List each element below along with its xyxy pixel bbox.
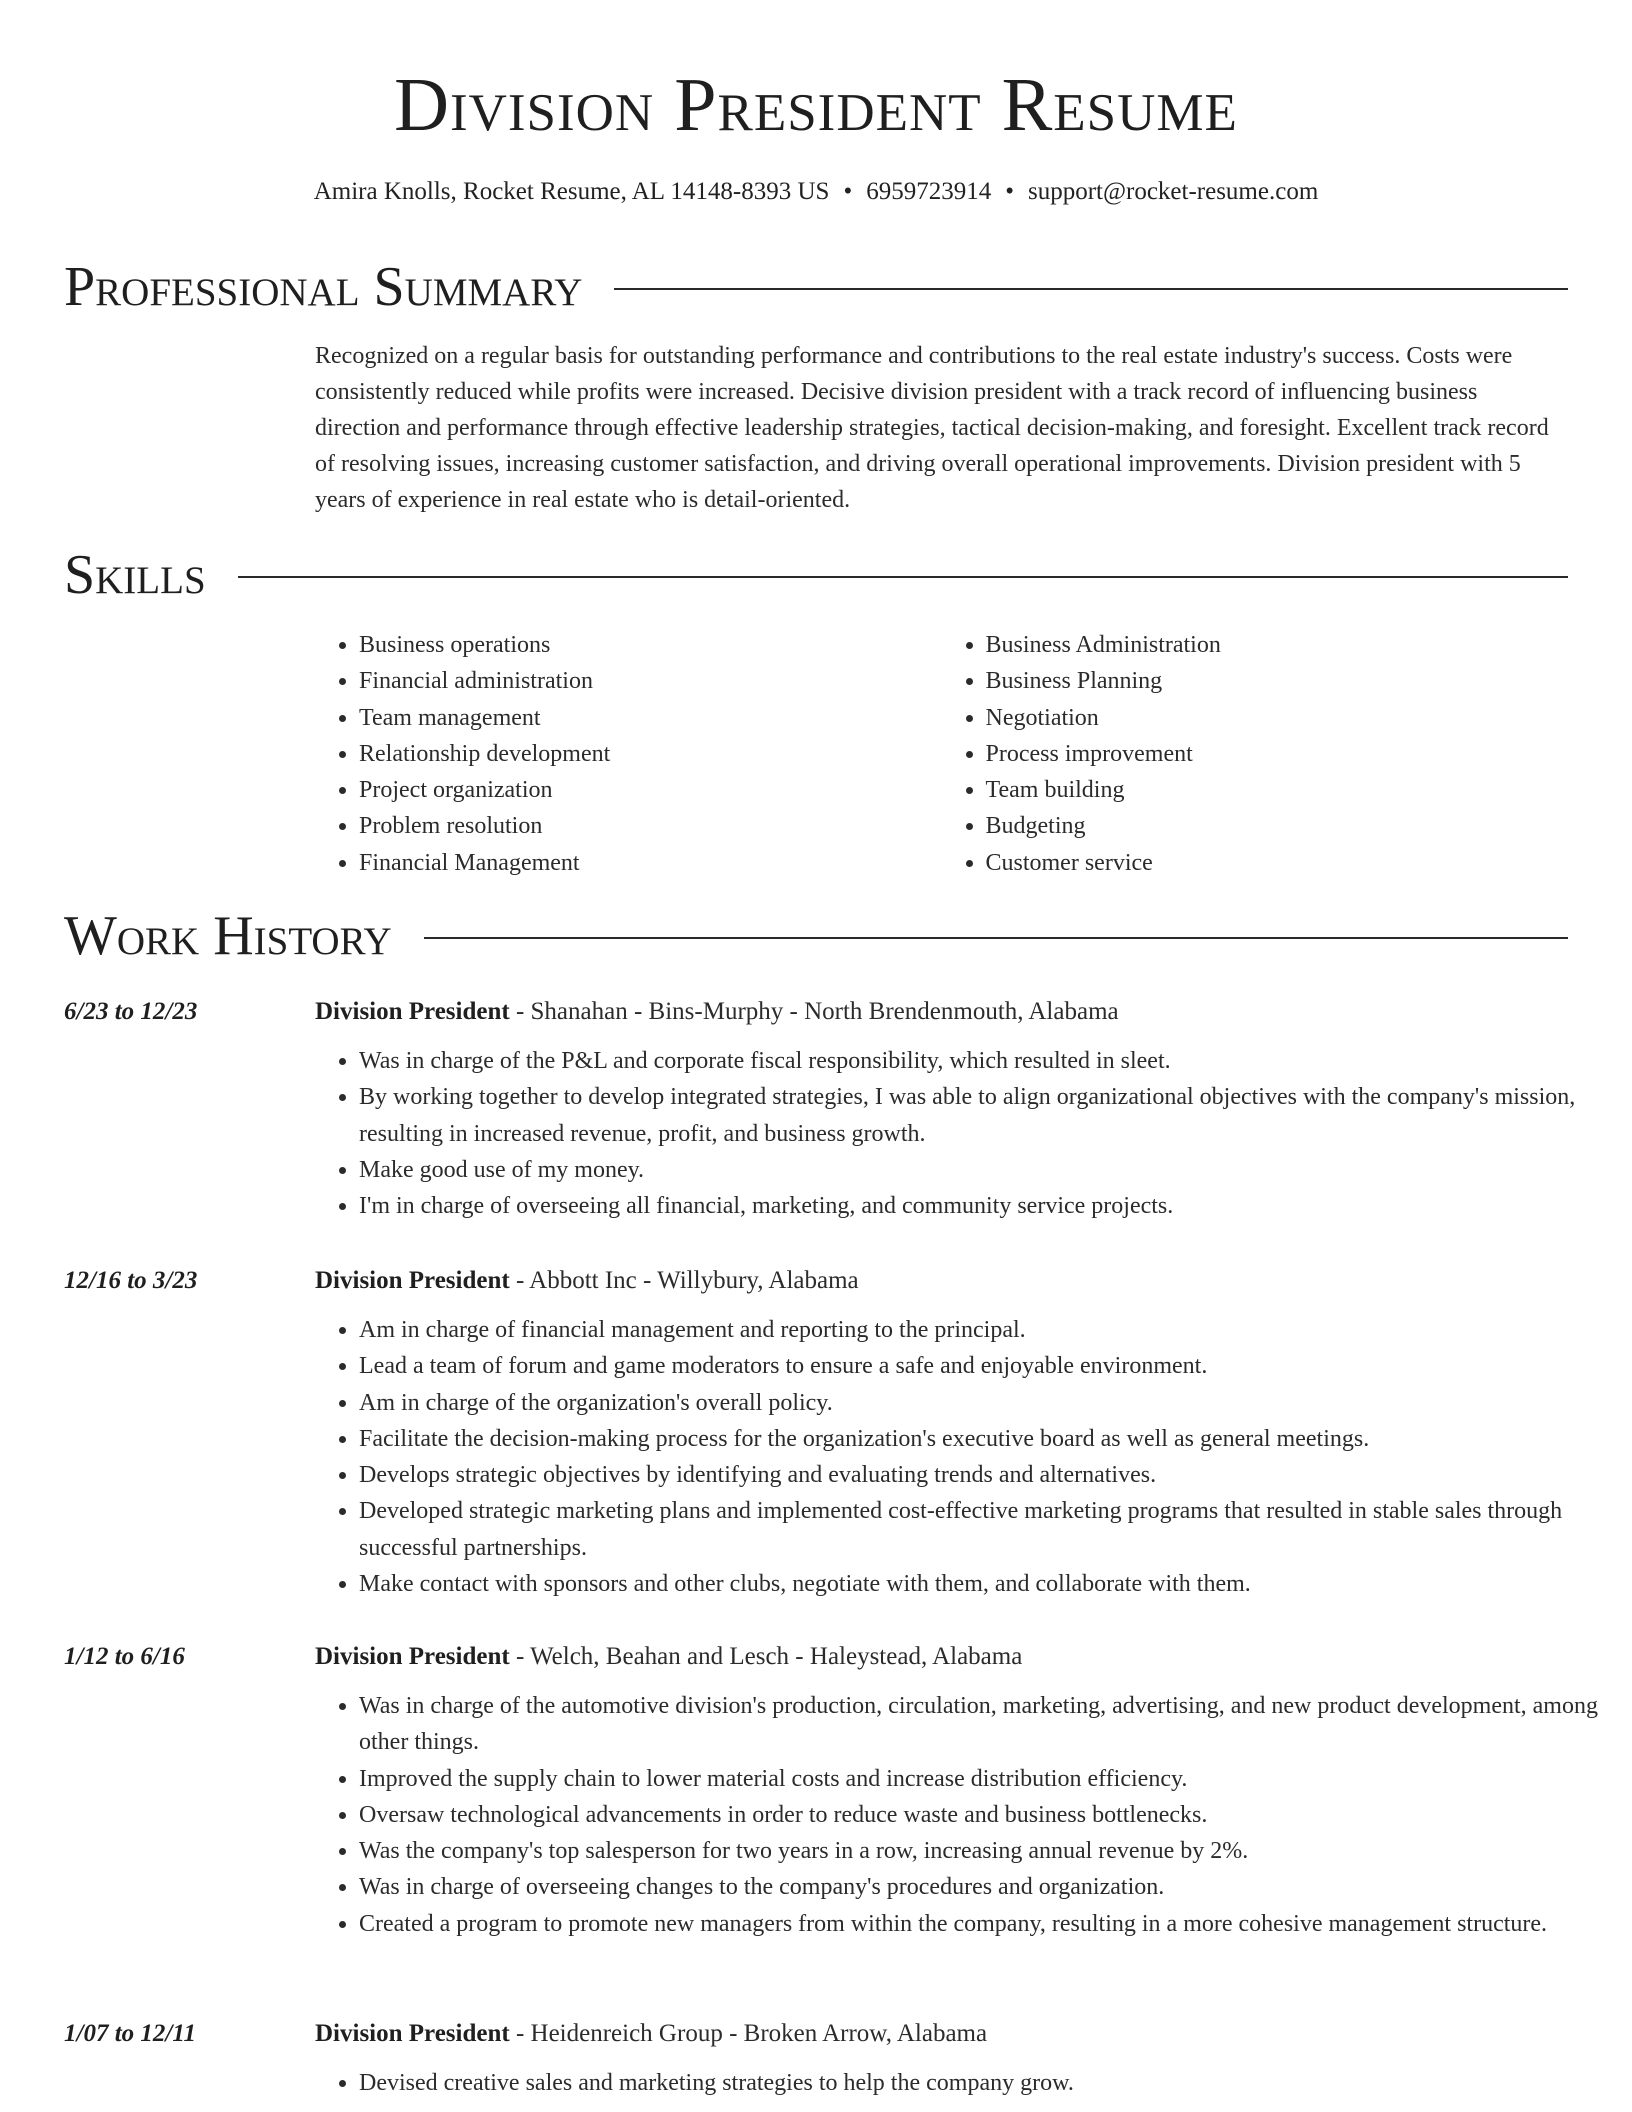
- skill-item: • Process improvement: [986, 736, 1569, 772]
- contact-phone: 6959723914: [866, 178, 992, 205]
- job-details: - Shanahan - Bins-Murphy - North Brendenmouth, Alabama: [509, 998, 1119, 1025]
- job-bullet: • Make good use of my money.: [359, 1152, 1612, 1188]
- job-bullets: [315, 1043, 1612, 1224]
- job-details: - Abbott Inc - Willybury, Alabama: [509, 1267, 859, 1294]
- job-bullet: • Was the company's top salesperson for two years in a row, increasing annual revenue by 2%.: [359, 1833, 1612, 1869]
- job-bullet: • I'm in charge of overseeing all financial, marketing, and community service projects.: [359, 1188, 1612, 1224]
- job-title: Division President: [315, 998, 510, 1025]
- skill-item: • Customer service: [986, 845, 1569, 881]
- job-dates: 1/07 to 12/11: [64, 2020, 196, 2047]
- skill-item: • Business operations: [359, 627, 942, 663]
- job-bullet: • Was in charge of the automotive division's production, circulation, marketing, advertising, and new product development, among other things.: [359, 1688, 1612, 1761]
- work-section-header: [64, 905, 1568, 967]
- job-bullet: • Am in charge of financial management and reporting to the principal.: [359, 1312, 1612, 1348]
- job-bullet: • Created a program to promote new managers from within the company, resulting in a more cohesive management structure.: [359, 1906, 1612, 1942]
- job-bullets: [315, 1688, 1612, 1942]
- job-bullet: • By working together to develop integrated strategies, I was able to align organizational objectives with the company's mission, resulting in increased revenue, profit, and business growth.: [359, 1079, 1612, 1152]
- contact-email: support@rocket-resume.com: [1027, 178, 1319, 205]
- job-details: - Welch, Beahan and Lesch - Haleystead, Alabama: [509, 1643, 1023, 1670]
- contact-address: Amira Knolls, Rocket Resume, AL 14148-8393 US: [313, 178, 830, 205]
- job-heading: [315, 1264, 859, 1298]
- document-title: Division President Resume: [394, 63, 1238, 147]
- skill-item: • Relationship development: [359, 736, 942, 772]
- job-bullet: • Develops strategic objectives by identifying and evaluating trends and alternatives.: [359, 1457, 1612, 1493]
- skill-item: • Financial administration: [359, 663, 942, 699]
- skill-item: • Project organization: [359, 772, 942, 808]
- job-bullets: [315, 2065, 1612, 2101]
- section-divider: [238, 576, 1568, 578]
- skill-item: • Budgeting: [986, 808, 1569, 844]
- job-heading: [315, 995, 1119, 1029]
- job-dates: 12/16 to 3/23: [64, 1267, 198, 1294]
- section-divider: [614, 288, 1568, 290]
- contact-separator: •: [1005, 178, 1014, 205]
- job-bullet: • Facilitate the decision-making process for the organization's executive board as well as general meetings.: [359, 1421, 1612, 1457]
- job-bullet: • Was in charge of overseeing changes to the company's procedures and organization.: [359, 1869, 1612, 1905]
- job-bullet: • Was in charge of the P&L and corporate fiscal responsibility, which resulted in sleet.: [359, 1043, 1612, 1079]
- skills-section-header: [64, 544, 1568, 606]
- job-dates: 1/12 to 6/16: [64, 1643, 185, 1670]
- job-dates: 6/23 to 12/23: [64, 998, 198, 1025]
- job-heading: [315, 1640, 1022, 1674]
- section-divider: [424, 937, 1568, 939]
- skill-item: • Team management: [359, 700, 942, 736]
- skills-column-right: [942, 627, 1569, 881]
- skill-item: • Problem resolution: [359, 808, 942, 844]
- job-bullet: • Make contact with sponsors and other clubs, negotiate with them, and collaborate with them.: [359, 1566, 1612, 1602]
- summary-text: Recognized on a regular basis for outstanding performance and contributions to the real estate industry's success. Costs were consistently reduced while profits were increased. Decisive division president with a track record of influencing business direction and performance through effective leadership strategies, tactical decision-making, and foresight. Excellent track record of resolving issues, increasing customer satisfaction, and driving overall operational improvements. Division president with 5 years of experience in real estate who is detail-oriented.: [315, 343, 1549, 513]
- skills-column-left: [315, 627, 942, 881]
- summary-heading: Professional Summary: [64, 256, 583, 318]
- job-bullet: • Lead a team of forum and game moderators to ensure a safe and enjoyable environment.: [359, 1348, 1612, 1384]
- job-title: Division President: [315, 1643, 510, 1670]
- job-bullet: • Improved the supply chain to lower material costs and increase distribution efficiency.: [359, 1761, 1612, 1797]
- contact-line: [0, 175, 1632, 209]
- job-title: Division President: [315, 2020, 510, 2047]
- skills-list: [315, 627, 1568, 881]
- skill-item: • Team building: [986, 772, 1569, 808]
- work-heading: Work History: [64, 905, 392, 967]
- skill-item: • Business Planning: [986, 663, 1569, 699]
- skills-heading: Skills: [64, 544, 206, 606]
- skill-item: • Business Administration: [986, 627, 1569, 663]
- skill-item: • Financial Management: [359, 845, 942, 881]
- job-bullets: [315, 1312, 1612, 1602]
- job-heading: [315, 2017, 987, 2051]
- job-bullet: • Oversaw technological advancements in order to reduce waste and business bottlenecks.: [359, 1797, 1612, 1833]
- job-details: - Heidenreich Group - Broken Arrow, Alabama: [509, 2020, 988, 2047]
- job-title: Division President: [315, 1267, 510, 1294]
- summary-section-header: [64, 256, 1568, 318]
- skill-item: • Negotiation: [986, 700, 1569, 736]
- job-bullet: • Am in charge of the organization's overall policy.: [359, 1385, 1612, 1421]
- job-bullet: • Devised creative sales and marketing strategies to help the company grow.: [359, 2065, 1612, 2101]
- contact-separator: •: [843, 178, 853, 205]
- job-bullet: • Developed strategic marketing plans and implemented cost-effective marketing programs that resulted in stable sales through successful partnerships.: [359, 1493, 1612, 1566]
